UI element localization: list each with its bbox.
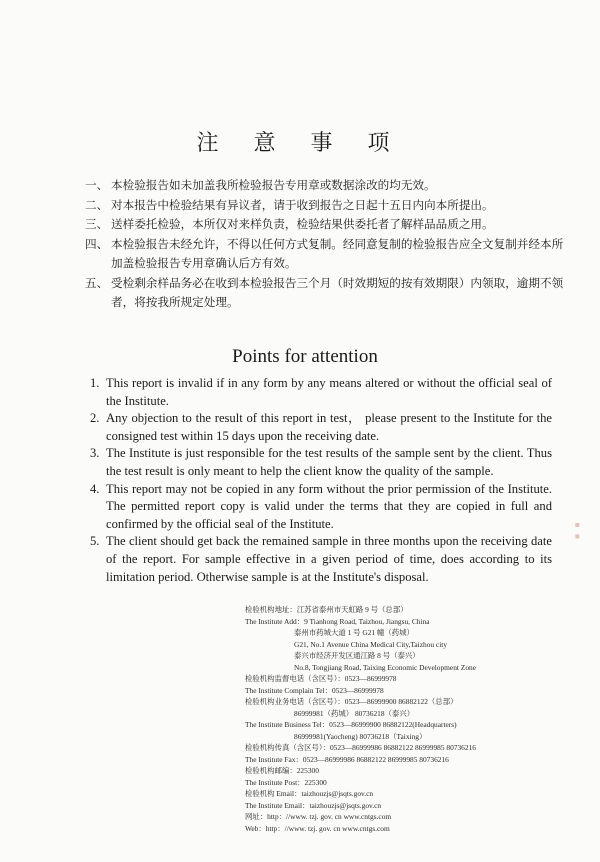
cn-note-text: 本检验报告如未加盖我所检验报告专用章或数据涂改的均无效。 xyxy=(111,178,436,192)
contact-line: 检验机构监督电话（含区号）：0523—86999978 xyxy=(245,674,397,683)
contact-line: 检验机构地址：江苏省泰州市天虹路 9 号（总部） xyxy=(245,605,408,614)
contact-line: 检验机构传真（含区号）：0523—86999986 86882122 86999985 80736216 xyxy=(245,743,476,752)
contact-info-block xyxy=(245,604,575,834)
faint-seal-mark: ▪ ▪ xyxy=(573,520,582,541)
cn-note-number: 一、 xyxy=(85,178,109,192)
contact-line: Web：http：//www. tzj. gov. cn www.cntgs.com xyxy=(245,823,390,833)
cn-note-text: 本检验报告未经允许，不得以任何方式复制。经同意复制的检验报告应全文复制并经本所加盖检验报告专用章确认后方有效。 xyxy=(111,236,564,270)
cn-note-item xyxy=(85,196,565,216)
en-note-number: 3. xyxy=(90,446,100,461)
en-note-number: 1. xyxy=(90,376,100,390)
contact-line: 检验机构业务电话（含区号）：0523—86999900 86882122（总部） xyxy=(245,697,458,706)
contact-line: 网址：http：//www. tzj. gov. cn www.cntgs.com xyxy=(245,812,392,821)
cn-notes-list xyxy=(85,176,565,313)
cn-note-text: 送样委托检验，本所仅对来样负责，检验结果供委托者了解样品品质之用。 xyxy=(111,217,494,231)
en-note-text: This report may not be copied in any form without the prior permission of the Institute. The permitted report copy is valid under the terms that they are copied in full and confirmed by the official seal of the Institute. xyxy=(106,481,552,531)
cn-note-item xyxy=(85,215,565,235)
en-note-item xyxy=(90,481,552,534)
contact-line: The Institute Fax：0523—86999986 86882122 86999985 80736216 xyxy=(245,754,449,764)
en-note-text: The Institute is just responsible for the test results of the sample sent by the client. Thus the test result is only meant to help the client know the quality of the sample. xyxy=(106,446,552,478)
contact-line: G21, No.1 Avenue China Medical City,Taizhou city xyxy=(294,639,448,649)
en-note-item xyxy=(90,375,552,410)
cn-note-text: 受检剩余样品务必在收到本检验报告三个月（时效期短的按有效期限）内领取，逾期不领者，将按我所规定处理。 xyxy=(111,275,564,309)
en-note-number: 2. xyxy=(90,411,100,426)
contact-line: No.8, Tongjiang Road, Taixing Economic Development Zone xyxy=(294,662,476,672)
en-note-text: The client should get back the remained sample in three months upon the receiving date of the report. For sample effective in a given period of time, does according to its limitation period. Otherwise sample is at the Institute's disposal. xyxy=(106,534,552,584)
cn-note-text: 对本报告中检验结果有异议者，请于收到报告之日起十五日内向本所提出。 xyxy=(111,197,494,212)
cn-note-item xyxy=(85,235,565,274)
en-note-number: 5. xyxy=(90,534,100,549)
cn-note-item xyxy=(85,274,565,313)
contact-line: 检验机构邮编：225300 xyxy=(245,766,319,775)
en-note-text: This report is invalid if in any form by any means altered or without the official seal of the Institute. xyxy=(106,376,552,408)
cn-note-number: 三、 xyxy=(85,217,109,231)
contact-line: The Institute Post：225300 xyxy=(245,777,327,787)
cn-note-item xyxy=(85,176,565,196)
en-note-number: 4. xyxy=(90,481,100,496)
contact-line: The Institute Add：9 Tianhong Road, Taizhou, Jiangsu, China xyxy=(245,616,430,626)
contact-line: The Institute Business Tel：0523—86999900 86882122(Headquarters) xyxy=(245,720,457,729)
contact-line: 86999981（药城） 80736218（泰兴） xyxy=(294,708,415,718)
cn-note-number: 五、 xyxy=(85,275,109,290)
en-title: Points for attention xyxy=(232,346,378,367)
cn-note-number: 二、 xyxy=(85,197,109,212)
contact-line: 86999981(Yaocheng) 80736218（Taixing） xyxy=(294,731,427,741)
en-note-item xyxy=(90,533,552,586)
contact-line: The Institute Complain Tel：0523—86999978 xyxy=(245,685,384,695)
cn-title: 注 意 事 项 xyxy=(196,131,404,156)
contact-line: 检验机构 Email：taizhouzjs@jsqts.gov.cn xyxy=(245,789,374,798)
cn-note-number: 四、 xyxy=(85,236,109,251)
en-note-item xyxy=(90,410,552,445)
contact-line: 泰兴市经济开发区通江路 8 号（泰兴） xyxy=(294,651,420,660)
contact-line: The Institute Email：taizhouzjs@jsqts.gov.cn xyxy=(245,800,382,810)
en-note-item xyxy=(90,445,552,480)
en-note-text: Any objection to the result of this report in test， please present to the Institute for the consigned test within 15 days upon the receiving date. xyxy=(106,411,552,443)
contact-line: 泰州市药城大道 1 号 G21 幢（药城） xyxy=(294,628,414,637)
en-notes-list xyxy=(90,375,552,586)
